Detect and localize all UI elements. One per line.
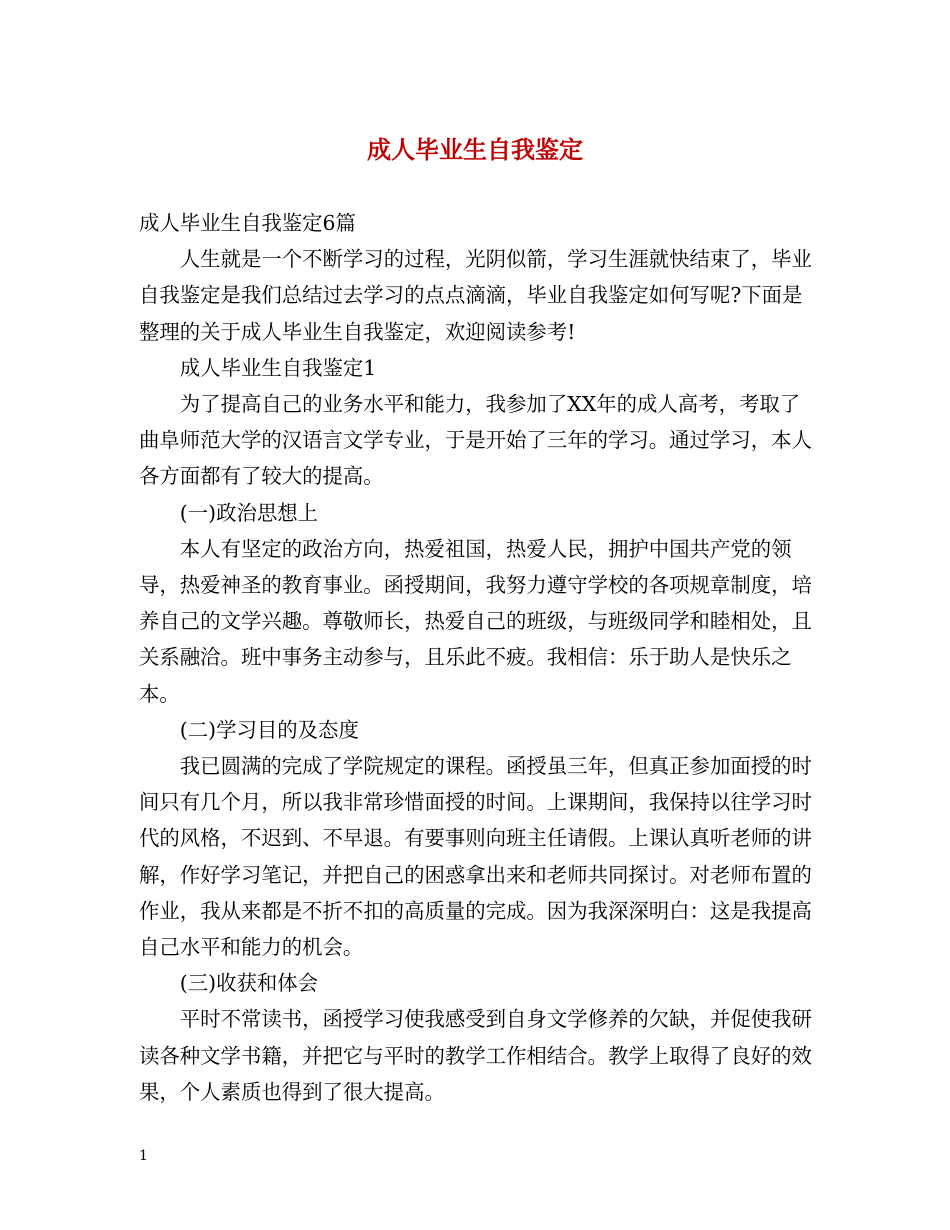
page-number: 1 — [139, 1148, 148, 1164]
body-paragraph: 为了提高自己的业务水平和能力，我参加了XX年的成人高考，考取了曲阜师范大学的汉语言文学专业，于是开始了三年的学习。通过学习，本人各方面都有了较大的提高。 — [139, 392, 812, 489]
subsection-heading-gains: (三)收获和体会 — [179, 971, 319, 996]
subsection-heading-study: (二)学习目的及态度 — [179, 717, 359, 742]
subsection-heading-politics: (一)政治思想上 — [179, 500, 319, 525]
document-title: 成人毕业生自我鉴定 — [367, 135, 583, 164]
document-body — [139, 205, 814, 1110]
body-paragraph: 我已圆满的完成了学院规定的课程。函授虽三年，但真正参加面授的时间只有几个月，所以我非常珍惜面授的时间。上课期间，我保持以往学习时代的风格，不迟到、不早退。有要事则向班主任请假。上课认真听老师的讲解，作好学习笔记，并把自己的困惑拿出来和老师共同探讨。对老师布置的作业，我从来都是不折不扣的高质量的完成。因为我深深明白：这是我提高自己水平和能力的机会。 — [139, 754, 812, 960]
body-paragraph: 平时不常读书，函授学习使我感受到自身文学修养的欠缺，并促使我研读各种文学书籍，并把它与平时的教学工作相结合。教学上取得了良好的效果，个人素质也得到了很大提高。 — [139, 1007, 812, 1104]
document-subtitle: 成人毕业生自我鉴定6篇 — [139, 211, 356, 235]
section-heading-1: 成人毕业生自我鉴定1 — [179, 355, 377, 380]
body-paragraph: 本人有坚定的政治方向，热爱祖国，热爱人民，拥护中国共产党的领导，热爱神圣的教育事业。函授期间，我努力遵守学校的各项规章制度，培养自己的文学兴趣。尊敬师长，热爱自己的班级，与班级同学和睦相处，且关系融洽。班中事务主动参与，且乐此不疲。我相信：乐于助人是快乐之本。 — [139, 536, 812, 706]
intro-paragraph: 人生就是一个不断学习的过程，光阴似箭，学习生涯就快结束了，毕业自我鉴定是我们总结过去学习的点点滴滴，毕业自我鉴定如何写呢?下面是整理的关于成人毕业生自我鉴定，欢迎阅读参考! — [139, 247, 812, 344]
